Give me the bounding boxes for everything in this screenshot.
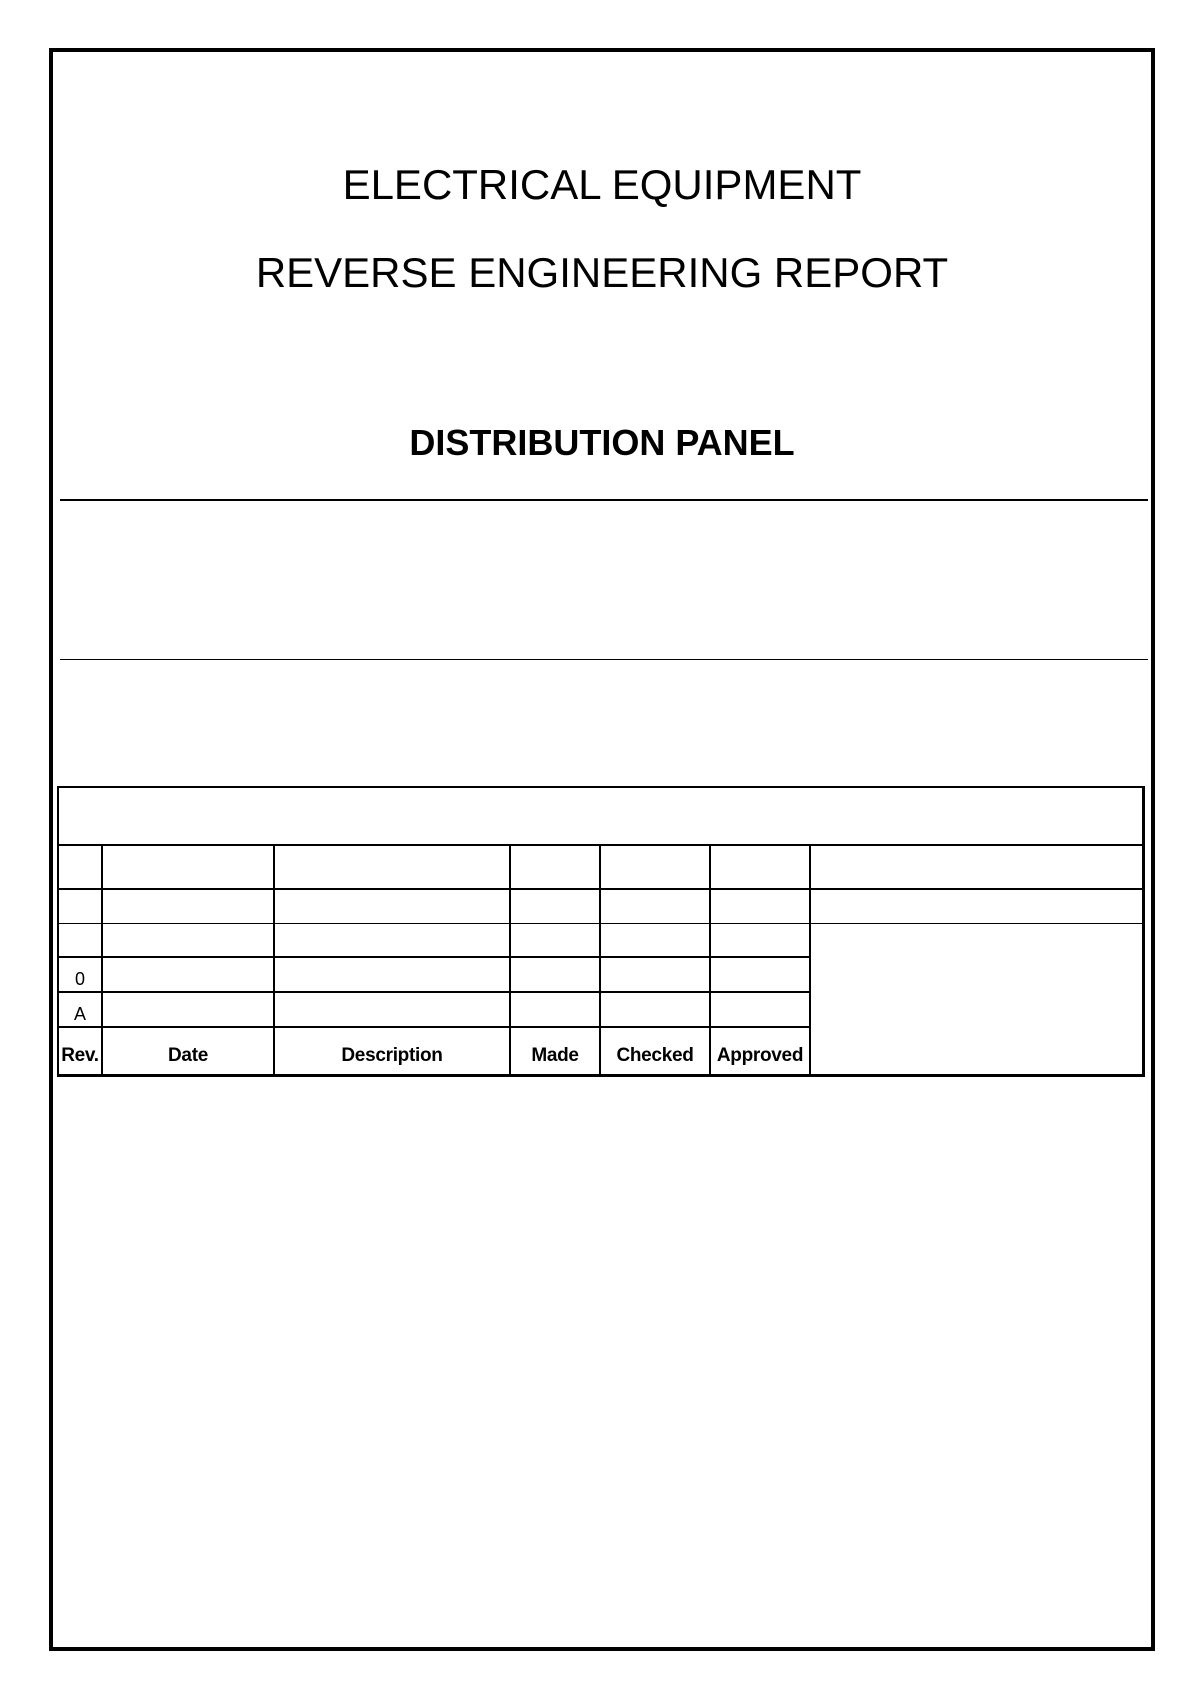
- table-rule: [59, 1026, 809, 1028]
- divider-middle: [60, 659, 1148, 660]
- header-date: Date: [168, 1045, 208, 1066]
- table-rule: [59, 991, 809, 993]
- revision-table: [57, 786, 1145, 1077]
- title-line-2: REVERSE ENGINEERING REPORT: [255, 249, 949, 296]
- table-rule: [809, 844, 811, 1077]
- table-rule: [599, 844, 601, 1077]
- header-rev: Rev.: [61, 1045, 99, 1066]
- rev-row-label: 0: [74, 969, 85, 989]
- document-subject: DISTRIBUTION PANEL: [409, 422, 795, 463]
- header-made: Made: [531, 1045, 579, 1066]
- header-approved: Approved: [716, 1045, 804, 1066]
- divider-top: [60, 499, 1148, 501]
- table-rule: [509, 844, 511, 1077]
- table-rule: [273, 844, 275, 1077]
- table-rule: [709, 844, 711, 1077]
- table-rule: [59, 956, 809, 958]
- rev-row-label: A: [73, 1004, 86, 1024]
- header-checked: Checked: [616, 1045, 694, 1066]
- title-line-1: ELECTRICAL EQUIPMENT: [342, 161, 862, 208]
- header-description: Description: [341, 1045, 443, 1066]
- table-rule: [101, 844, 103, 1077]
